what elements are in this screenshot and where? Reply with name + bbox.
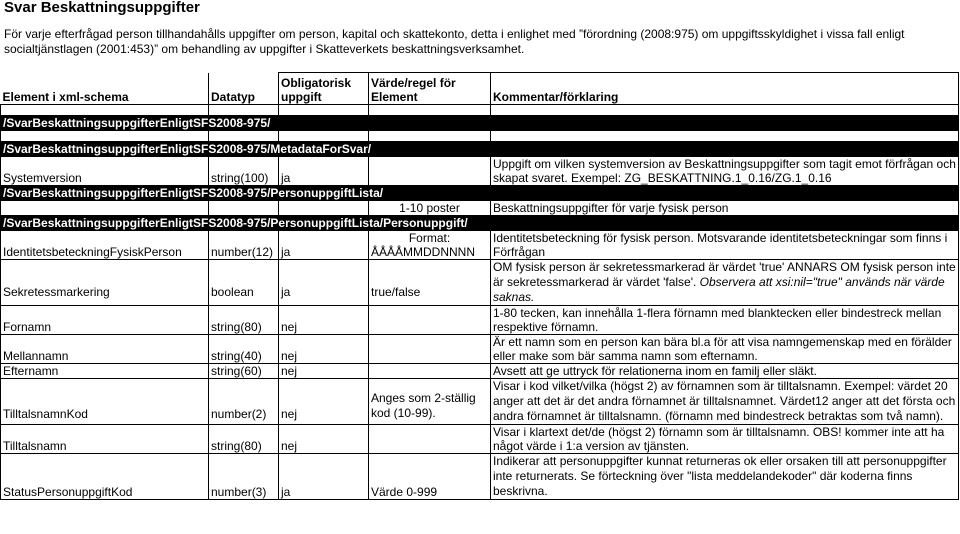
- cell-element: StatusPersonuppgiftKod: [1, 454, 209, 500]
- cell-varde: 1-10 poster: [369, 201, 491, 216]
- cell-kommentar-note: Observera att xsi:nil="true" används när värde saknas.: [493, 275, 945, 304]
- header-kommentar: Kommentar/förklaring: [491, 73, 959, 105]
- table-row: [1, 379, 959, 425]
- cell-element: Efternamn: [1, 364, 209, 379]
- cell-varde-line1: Format:: [408, 231, 451, 245]
- cell-element: IdentitetsbeteckningFysiskPerson: [1, 231, 209, 260]
- path-row-person: [1, 216, 959, 231]
- cell-varde: [369, 157, 491, 186]
- path-row-lista: [1, 186, 959, 201]
- table-row: [1, 157, 959, 186]
- cell-element: TilltalsnamnKod: [1, 379, 209, 425]
- cell-element: Systemversion: [1, 157, 209, 186]
- cell-oblig: ja: [279, 454, 369, 500]
- cell-kommentar: Identitetsbeteckning för fysisk person. Motsvarande identitetsbeteckningar som finns i Förfrågan: [491, 231, 959, 260]
- cell-varde: true/false: [369, 260, 491, 306]
- cell-element: Sekretessmarkering: [1, 260, 209, 306]
- cell-varde: [369, 306, 491, 335]
- cell-oblig: nej: [279, 425, 369, 454]
- cell-kommentar: 1-80 tecken, kan innehålla 1-flera förnamn med blanktecken eller bindestreck mellan respektive förnamn.: [491, 306, 959, 335]
- cell-datatyp: string(40): [209, 335, 279, 364]
- cell-datatyp: string(80): [209, 306, 279, 335]
- table-row: [1, 306, 959, 335]
- cell-datatyp: string(60): [209, 364, 279, 379]
- schema-table: [0, 72, 959, 500]
- cell-datatyp: number(12): [209, 231, 279, 260]
- cell-kommentar: Visar i klartext det/de (högst 2) förnamn som är tilltalsnamn. OBS! kommer inte att ha något värde i 1:a version av tjänsten.: [491, 425, 959, 454]
- cell-oblig: nej: [279, 335, 369, 364]
- cell-oblig: nej: [279, 364, 369, 379]
- cell-kommentar: Är ett namn som en person kan bära bl.a för att visa namngemenskap med en förälder eller make som bär samma namn som efternamn.: [491, 335, 959, 364]
- table-row: [1, 454, 959, 500]
- cell-kommentar: Visar i kod vilket/vilka (högst 2) av förnamnen som är tilltalsnamn. Exempel: värdet 20 anger att det är det andra förnamnet är tilltalsnamnet. Värdet12 anger att det första och andra förnamnet är tilltalsnamn. (förnamn med bindestreck betraktas som två namn).: [491, 379, 959, 425]
- cell-kommentar: Uppgift om vilken systemversion av Beskattningsuppgifter som tagit emot förfrågan och skapat svaret. Exempel: ZG_BESKATTNING.1_0.16/ZG.1_0.16: [491, 157, 959, 186]
- page-title: Svar Beskattningsuppgifter: [4, 0, 200, 16]
- cell-varde: Värde 0-999: [369, 454, 491, 500]
- cell-datatyp: string(100): [209, 157, 279, 186]
- header-varde: Värde/regel för Element: [369, 73, 491, 105]
- cell-oblig: ja: [279, 157, 369, 186]
- path-row-metadata: [1, 142, 959, 157]
- cell-kommentar: Beskattningsuppgifter för varje fysisk person: [491, 201, 959, 216]
- path-lista: /SvarBeskattningsuppgifterEnligtSFS2008-975/PersonuppgiftLista/: [1, 186, 959, 201]
- header-obligatorisk: Obligatorisk uppgift: [279, 73, 369, 105]
- cell-datatyp: boolean: [209, 260, 279, 306]
- cell-oblig: ja: [279, 231, 369, 260]
- cell-varde: [369, 364, 491, 379]
- path-root: /SvarBeskattningsuppgifterEnligtSFS2008-975/: [1, 116, 959, 131]
- cell-kommentar: Avsett att ge uttryck för relationerna inom en familj eller släkt.: [491, 364, 959, 379]
- table-row: [1, 231, 959, 260]
- cell-element: Mellannamn: [1, 335, 209, 364]
- cell-kommentar: [491, 260, 959, 306]
- header-datatyp: Datatyp: [209, 73, 279, 105]
- table-row: [1, 201, 959, 216]
- cell-oblig: nej: [279, 306, 369, 335]
- cell-kommentar: Indikerar att personuppgifter kunnat returneras ok eller orsaken till att personuppgifter inte returnerats. Se förteckning över "lista meddelandekoder" där koderna finns beskrivna.: [491, 454, 959, 500]
- cell-varde: Anges som 2-ställig kod (10-99).: [369, 379, 491, 425]
- cell-element: Tilltalsnamn: [1, 425, 209, 454]
- table-row: [1, 260, 959, 306]
- cell-kommentar-text: OM fysisk person är sekretessmarkerad är värdet 'true' ANNARS OM fysisk person inte är sekretessmarkerad är värdet 'false'.: [493, 260, 956, 289]
- cell-varde: [369, 335, 491, 364]
- table-row: [1, 364, 959, 379]
- cell-element: Fornamn: [1, 306, 209, 335]
- header-element: Element i xml-schema: [1, 73, 209, 105]
- cell-varde: [369, 231, 491, 260]
- cell-datatyp: number(3): [209, 454, 279, 500]
- cell-oblig: nej: [279, 379, 369, 425]
- table-row: [1, 335, 959, 364]
- path-row-root: [1, 116, 959, 131]
- path-person: /SvarBeskattningsuppgifterEnligtSFS2008-975/PersonuppgiftLista/Personuppgift/: [1, 216, 959, 231]
- intro-paragraph: För varje efterfrågad person tillhandahålls uppgifter om person, kapital och skattekonto, detta i enlighet med ”förordning (2008:975) om uppgiftsskyldighet i vissa fall enligt socialtjänstlagen (2001:453)” om behandling av uppgifter i Skatteverkets beskattningsverksamhet.: [4, 27, 905, 56]
- path-metadata: /SvarBeskattningsuppgifterEnligtSFS2008-975/MetadataForSvar/: [1, 142, 959, 157]
- cell-oblig: ja: [279, 260, 369, 306]
- cell-varde-line2: ÅÅÅÅMMDDNNNN: [371, 245, 476, 259]
- table-header-row: [1, 73, 959, 105]
- cell-varde: [369, 425, 491, 454]
- table-row: [1, 425, 959, 454]
- cell-datatyp: string(80): [209, 425, 279, 454]
- cell-datatyp: number(2): [209, 379, 279, 425]
